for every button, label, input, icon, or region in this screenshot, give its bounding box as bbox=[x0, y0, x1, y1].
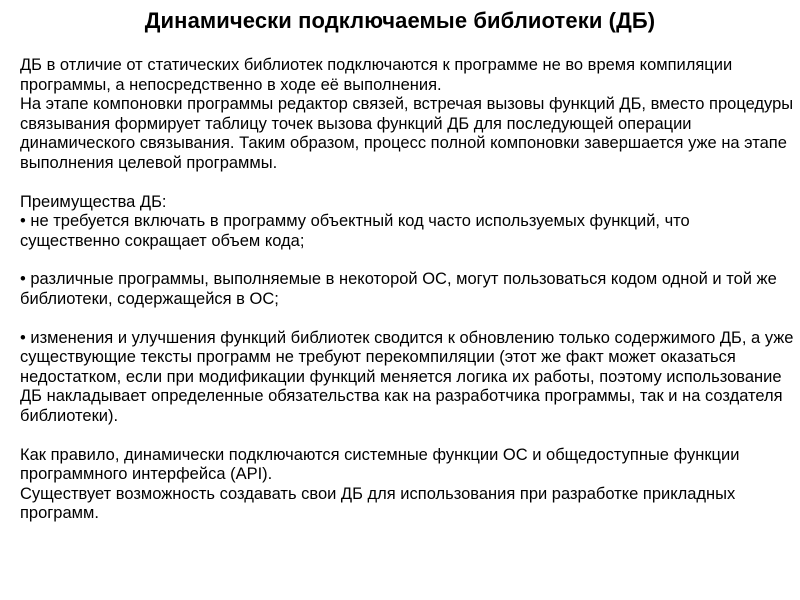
paragraph-system-functions: Как правило, динамически подключаются системные функции ОС и общедоступные функции программного интерфейса (API). bbox=[20, 445, 740, 484]
bullet-text: различные программы, выполняемые в некоторой ОС, могут пользоваться кодом одной и той же библиотеки, содержащейся в ОС; bbox=[20, 270, 777, 308]
bullet-item bbox=[20, 329, 794, 427]
spacer bbox=[20, 427, 794, 446]
spacer bbox=[20, 174, 794, 193]
bullet-item bbox=[20, 212, 794, 251]
paragraph-intro: ДБ в отличие от статических библиотек подключаются к программе не во время компиляции программы, а непосредственно в ходе её выполнения. bbox=[20, 56, 733, 94]
bullet-icon: • bbox=[20, 212, 26, 231]
spacer bbox=[20, 251, 794, 270]
bullet-icon: • bbox=[20, 328, 26, 347]
bullet-item bbox=[20, 270, 794, 309]
paragraph-custom-libraries: Существует возможность создавать свои ДБ для использования при разработке прикладных программ. bbox=[20, 484, 736, 523]
bullet-icon: • bbox=[20, 270, 26, 289]
slide-title: Динамически подключаемые библиотеки (ДБ) bbox=[144, 8, 656, 33]
spacer bbox=[20, 310, 794, 329]
bullet-text: не требуется включать в программу объектный код часто используемых функций, что существенно сокращает объем кода; bbox=[20, 212, 690, 250]
paragraph-linking-stage: На этапе компоновки программы редактор связей, встречая вызовы функций ДБ, вместо процедуры связывания формирует таблицу точек вызова функций ДБ для последующей операции динамического связывания. Таким образом, процесс полной компоновки завершается уже на этапе выполнения целевой программы. bbox=[20, 95, 794, 172]
bullet-text: изменения и улучшения функций библиотек сводится к обновлению только содержимого ДБ, а уже существующие тексты программ не требуют перекомпиляции (этот же факт может оказаться недостатком, если при модификации функций меняется логика их работы, поэтому использование ДБ накладывает определенные обязательства как на разработчика программы, так и на создателя библиотеки). bbox=[20, 328, 794, 425]
advantages-heading: Преимущества ДБ: bbox=[20, 192, 167, 211]
slide-body bbox=[20, 56, 794, 524]
